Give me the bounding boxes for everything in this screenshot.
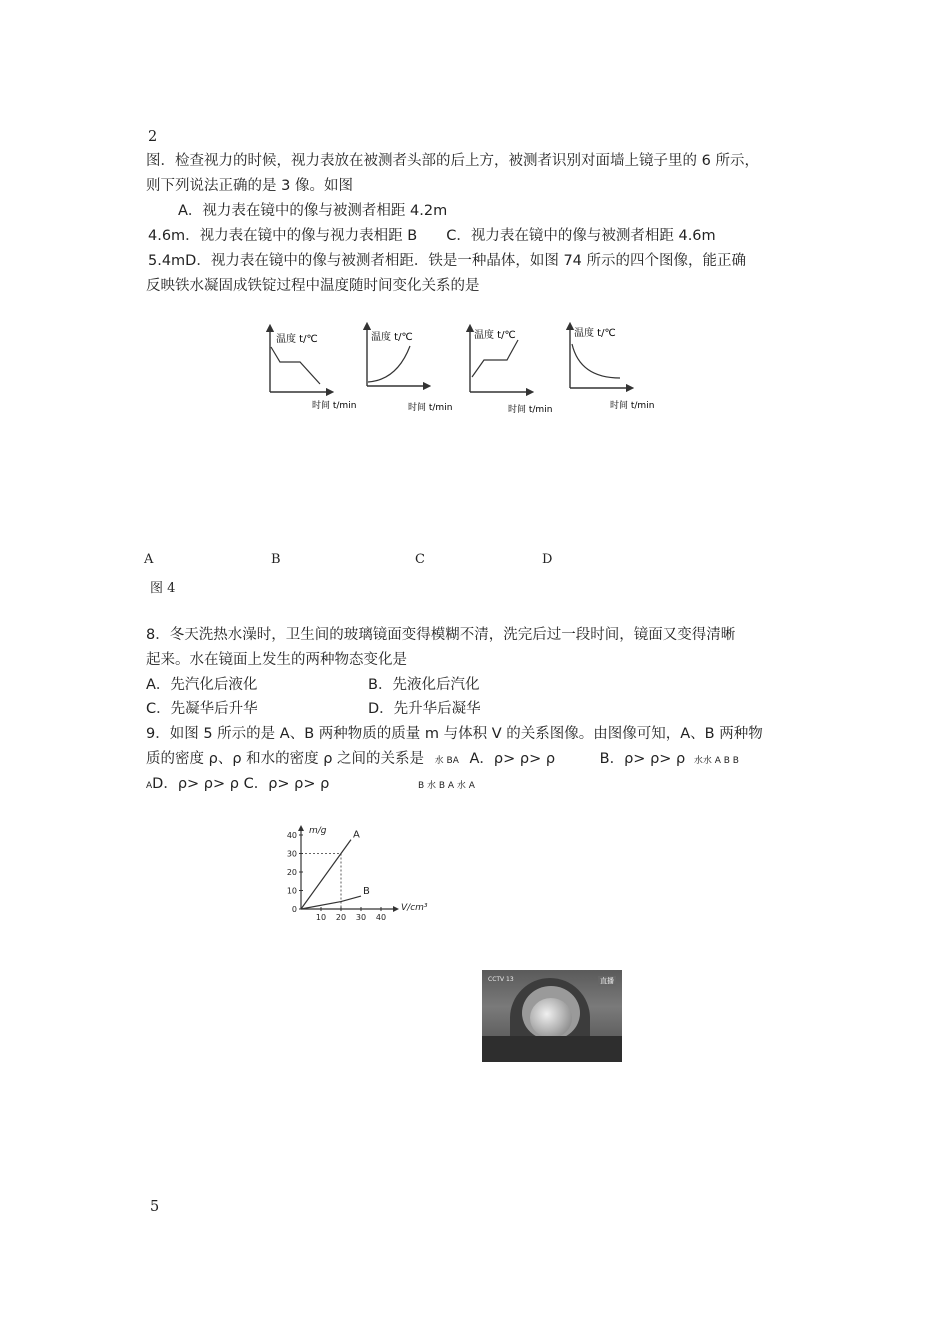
q9-line-3-sub0: A — [146, 781, 153, 791]
uniform-shape — [482, 1036, 622, 1062]
q9-line-2-main: 质的密度 ρ、ρ 和水的密度 ρ 之间的关系是 — [146, 751, 425, 767]
q8-option-a: A．先汽化后液化 — [146, 677, 258, 693]
figure-4-graphs — [262, 322, 672, 418]
photo-channel-label: CCTV 13 — [488, 976, 514, 983]
graph-c-xlabel: 时间 t/min — [508, 405, 553, 415]
x-tick-label: 10 — [315, 913, 327, 922]
figure4-option-b: B — [271, 552, 281, 567]
x-tick-label: 20 — [335, 913, 347, 922]
y-tick-label: 30 — [286, 849, 297, 859]
q8-option-c: C．先凝华后升华 — [146, 701, 258, 717]
figure4-caption: 图 4 — [150, 581, 176, 596]
y-tick-label: 10 — [286, 886, 297, 896]
x-tick-label: 40 — [375, 913, 387, 922]
figure4-option-a: A — [144, 552, 154, 567]
q7-line-3: A．视力表在镜中的像与被测者相距 4.2m — [178, 203, 448, 219]
x-axis-label: V/cm³ — [401, 903, 428, 913]
q8-line-2: 起来。水在镜面上发生的两种物态变化是 — [146, 652, 407, 668]
y-tick-label: 40 — [286, 831, 297, 840]
series-line-b — [301, 896, 361, 909]
figure4-option-c: C — [415, 552, 425, 567]
astronaut-water-ball-photo — [482, 970, 622, 1062]
y-axis-label: m/g — [309, 826, 327, 836]
series-label-a: A — [353, 829, 360, 841]
q7-line-4: 4.6m．视力表在镜中的像与视力表相距 B C．视力表在镜中的像与被测者相距 4.6m — [148, 228, 716, 244]
q7-line-1: 图．检查视力的时候，视力表放在被测者头部的后上方，被测者识别对面墙上镜子里的 6 所示， — [146, 153, 759, 169]
water-ball — [530, 998, 572, 1038]
graph-d-xlabel: 时间 t/min — [610, 401, 655, 411]
q8-option-d: D．先升华后凝华 — [368, 701, 481, 717]
graph-a — [270, 328, 356, 411]
graph-c — [470, 328, 552, 415]
q9-line-1: 9．如图 5 所示的是 A、B 两种物质的质量 m 与体积 V 的关系图像。由图像可知，A、B 两种物 — [146, 726, 763, 742]
graph-b-ylabel: 温度 t/℃ — [371, 332, 413, 343]
q9-line-2-option-b: B．ρ> ρ> ρ — [599, 751, 686, 767]
page-bottom-number: 5 — [150, 1199, 160, 1215]
q8-line-1: 8．冬天洗热水澡时，卫生间的玻璃镜面变得模糊不清，洗完后过一段时间，镜面又变得清晰 — [146, 627, 736, 643]
q7-line-2: 则下列说法正确的是 3 像。如图 — [146, 178, 353, 194]
q8-option-b: B．先液化后汽化 — [368, 677, 480, 693]
x-tick-label: 30 — [355, 913, 367, 922]
q7-line-6: 反映铁水凝固成铁锭过程中温度随时间变化关系的是 — [146, 278, 480, 294]
y-tick-label: 20 — [286, 868, 297, 877]
series-label-b: B — [363, 886, 370, 898]
graph-c-ylabel: 温度 t/℃ — [474, 330, 516, 341]
q9-line-2-option-a: A．ρ> ρ> ρ — [469, 751, 556, 767]
graph-b — [367, 326, 452, 413]
y-axis-arrow — [298, 825, 304, 831]
q7-line-5: 5.4mD．视力表在镜中的像与被测者相距．铁是一种晶体，如图 74 所示的四个图像，能正确 — [148, 253, 747, 269]
q9-line-3-sub: B 水 B A 水 A — [417, 781, 475, 791]
graph-a-ylabel: 温度 t/℃ — [276, 334, 318, 345]
figure4-option-d: D — [542, 552, 553, 567]
series-line-a — [301, 840, 351, 909]
graph-a-xlabel: 时间 t/min — [312, 401, 357, 411]
q9-line-3-main: D．ρ> ρ> ρ C．ρ> ρ> ρ — [152, 776, 330, 792]
q9-line-2-sub1: 水 BA — [434, 756, 459, 766]
q9-line-2-sub2: 水水 A B B — [693, 756, 739, 766]
q9-line-3 — [146, 774, 475, 796]
graph-d-ylabel: 温度 t/℃ — [574, 328, 616, 339]
graph-b-xlabel: 时间 t/min — [408, 403, 453, 413]
graph-d — [570, 326, 654, 411]
q9-line-2 — [146, 749, 739, 771]
y-tick-label: 0 — [291, 905, 297, 914]
x-axis-arrow — [393, 906, 399, 912]
page-top-number: 2 — [148, 129, 158, 145]
figure-5-mass-volume-chart — [280, 816, 440, 928]
photo-live-label: 直播 — [600, 977, 614, 985]
